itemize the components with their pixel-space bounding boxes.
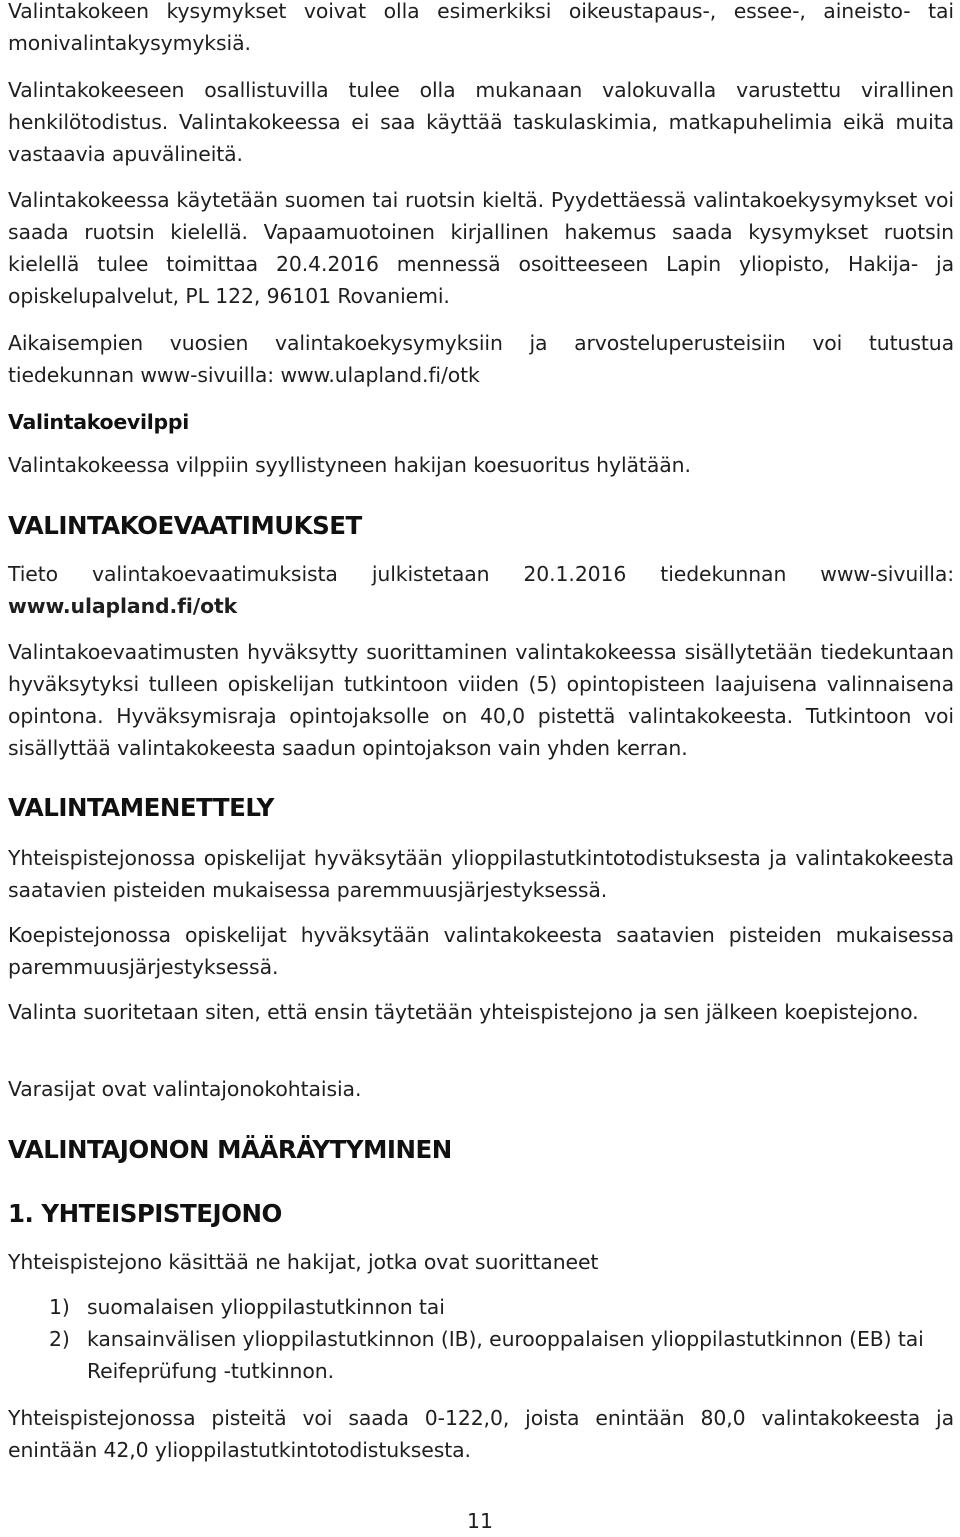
paragraph-previous-questions: Aikaisempien vuosien valintakoekysymyksiin ja arvosteluperusteisiin voi tutustua tiedekunnan www-sivuilla: www.ulapland.fi/otk	[8, 331, 954, 387]
paragraph-points-range: Yhteispistejonossa pisteitä voi saada 0-122,0, joista enintään 80,0 valintakokeesta ja enintään 42,0 ylioppilastutkintotodistuksesta.	[8, 1406, 954, 1462]
heading-valintakoevilppi: Valintakoevilppi	[8, 410, 189, 434]
paragraph-exam-questions: Valintakokeen kysymykset voivat olla esimerkiksi oikeustapaus-, essee-, aineisto- tai monivalintakysymyksiä.	[8, 0, 954, 55]
heading-valintajonon-maaraytyminen: VALINTAJONON MÄÄRÄYTYMINEN	[8, 1135, 452, 1164]
paragraph-requirements-info	[8, 558, 954, 622]
heading-valintamenettely: VALINTAMENETTELY	[8, 793, 274, 822]
list-item	[8, 1291, 954, 1323]
requirements-info-text: Tieto valintakoevaatimuksista julkistetaan 20.1.2016 tiedekunnan www-sivuilla:	[8, 562, 954, 586]
paragraph-language: Valintakokeessa käytetään suomen tai ruotsin kieltä. Pyydettäessä valintakoekysymykset voi saada ruotsin kielellä. Vapaamuotoinen kirjallinen hakemus saada kysymykset ruotsin kielellä tulee toimittaa 20.4.2016 mennessä osoitteeseen Lapin yliopisto, Hakija- ja opiskelupalvelut, PL 122, 96101 Rovaniemi.	[8, 188, 954, 308]
list-item	[8, 1323, 954, 1387]
list-item-number: 1)	[49, 1295, 70, 1319]
list-item-text: kansainvälisen ylioppilastutkinnon (IB), eurooppalaisen ylioppilastutkinnon (EB) tai Reifeprüfung -tutkinnon.	[87, 1327, 924, 1383]
degree-list	[8, 1291, 954, 1387]
page-number: 11	[467, 1509, 493, 1533]
paragraph-queue-applicants: Yhteispistejono käsittää ne hakijat, jotka ovat suorittaneet	[8, 1250, 599, 1274]
paragraph-cheating: Valintakokeessa vilppiin syyllistyneen hakijan koesuoritus hylätään.	[8, 453, 691, 477]
paragraph-exam-points-queue: Koepistejonossa opiskelijat hyväksytään valintakokeesta saatavien pisteiden mukaisessa paremmuusjärjestyksessä.	[8, 923, 954, 979]
paragraph-total-points-queue: Yhteispistejonossa opiskelijat hyväksytään ylioppilastutkintotodistuksesta ja valintakokeesta saatavien pisteiden mukaisessa paremmuusjärjestyksessä.	[8, 846, 954, 902]
paragraph-selection-order: Valinta suoritetaan siten, että ensin täytetään yhteispistejono ja sen jälkeen koepistejono.	[8, 1000, 919, 1024]
heading-yhteispistejono: 1. YHTEISPISTEJONO	[8, 1199, 282, 1228]
list-item-text: suomalaisen ylioppilastutkinnon tai	[87, 1295, 445, 1319]
paragraph-requirements-credits: Valintakoevaatimusten hyväksytty suorittaminen valintakokeessa sisällytetään tiedekuntaan hyväksytyksi tulleen opiskelijan tutkintoon viiden (5) opintopisteen laajuisena valinnaisena opintona. Hyväksymisraja opintojaksolle on 40,0 pistettä valintakokeesta. Tutkintoon voi sisällyttää valintakokeesta saadun opintojakson vain yhden kerran.	[8, 640, 954, 760]
list-item-number: 2)	[49, 1327, 70, 1351]
faculty-url: www.ulapland.fi/otk	[8, 594, 238, 618]
paragraph-identification: Valintakokeeseen osallistuvilla tulee olla mukanaan valokuvalla varustettu virallinen henkilötodistus. Valintakokeessa ei saa käyttää taskulaskimia, matkapuhelimia eikä muita vastaavia apuvälineitä.	[8, 78, 954, 166]
paragraph-reserve-places: Varasijat ovat valintajonokohtaisia.	[8, 1077, 362, 1101]
heading-valintakoevaatimukset: VALINTAKOEVAATIMUKSET	[8, 511, 362, 540]
